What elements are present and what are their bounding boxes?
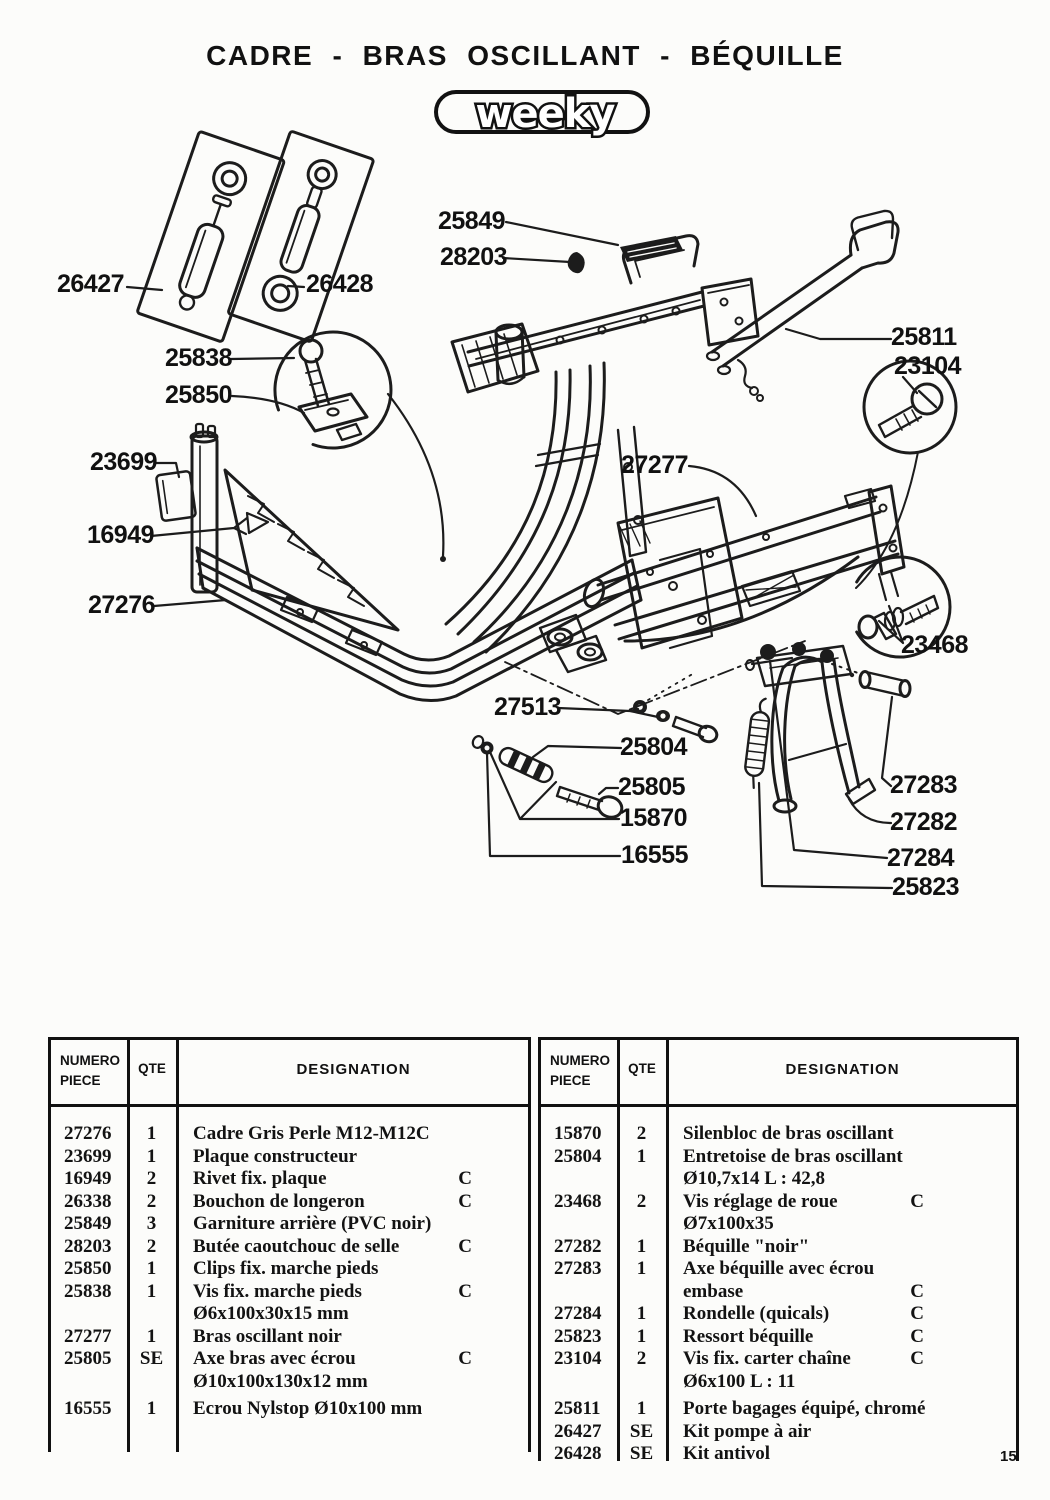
quantity-cell: 1 [146,1398,157,1419]
table-row [541,1398,1016,1421]
designation-cell: Bras oscillant noir [176,1326,528,1349]
callout-16555: 16555 [621,841,689,869]
designation-cell: Kit antivol [666,1443,1016,1466]
part-number-cell: 27276 [64,1123,112,1144]
center-stand [746,642,875,812]
callout-27276: 27276 [88,591,156,619]
designation-cell: Entretoise de bras oscillant [666,1146,1016,1169]
quantity-cell: 2 [146,1235,157,1257]
callout-25850: 25850 [165,381,233,409]
table-row [541,1258,1016,1281]
part-number-cell: 27283 [554,1258,602,1279]
designation-cell: Vis fix. marche pieds C [176,1281,528,1304]
c-flag [924,1421,1016,1444]
designation-cell: Silenbloc de bras oscillant [666,1123,1016,1146]
designation-cell: Butée caoutchouc de selle C [176,1236,528,1259]
weeky-logo-text: weeky [475,91,615,137]
designation-cell: Rondelle (quicals) C [666,1303,1016,1326]
stand-axle-pin [832,664,910,697]
quantity-cell [617,1371,666,1394]
callout-25838: 25838 [165,344,233,372]
col-header-designation: DESIGNATION [296,1061,411,1078]
c-flag [924,1371,1016,1394]
table-row [541,1236,1016,1259]
part-number-cell: 25849 [64,1213,112,1234]
quantity-cell: 2 [146,1190,157,1212]
part-number-cell: 26428 [554,1443,602,1464]
quantity-cell: 1 [636,1398,647,1419]
part-number-cell: 28203 [64,1235,112,1257]
callout-23699: 23699 [90,448,158,476]
designation-cell: Béquille "noir" [666,1236,1016,1259]
designation-cell: Clips fix. marche pieds [176,1258,528,1281]
callout-23104: 23104 [894,352,962,380]
table-body [541,1107,1016,1466]
designation-cell: Rivet fix. plaque C [176,1168,528,1191]
table-header [51,1040,528,1107]
quantity-cell: SE [629,1420,654,1442]
c-flag [925,1398,1017,1421]
quantity-cell: 1 [636,1145,647,1167]
designation-cell: Vis fix. carter chaîne C [666,1348,1016,1371]
part-number-cell: 27277 [64,1325,112,1347]
table-row [541,1213,1016,1236]
quantity-cell: 1 [146,1145,157,1167]
part-number-cell: 26427 [554,1420,602,1442]
quantity-cell [127,1303,176,1326]
part-number-cell: 25804 [554,1145,602,1167]
page-number: 15 [1000,1448,1017,1465]
designation-cell: Garniture arrière (PVC noir) [176,1213,528,1236]
part-number-cell [541,1168,617,1191]
quantity-cell: SE [139,1348,164,1369]
c-flag [472,1213,528,1236]
table-row [541,1168,1016,1191]
table-row [51,1236,528,1259]
designation-cell: Axe béquille avec écrou [666,1258,1016,1281]
c-flag [924,1146,1016,1169]
antitheft-kit-box [228,131,374,342]
callout-25823: 25823 [892,873,960,901]
detail-circle-footrest-fixing [275,332,446,562]
table-row [541,1326,1016,1349]
part-number-cell: 25805 [64,1348,112,1369]
part-number-cell: 16555 [64,1398,112,1419]
quantity-cell: 1 [636,1325,647,1347]
c-flag [472,1303,528,1326]
callout-25811: 25811 [891,323,957,351]
callout-25849: 25849 [438,207,506,235]
quantity-cell: 2 [636,1190,647,1212]
quantity-cell: 1 [146,1123,157,1144]
c-flag: C [910,1325,924,1347]
pump-kit-box [137,131,285,342]
c-flag [472,1258,528,1281]
table-row [541,1123,1016,1146]
callout-15870: 15870 [620,804,688,832]
callout-27283: 27283 [890,771,958,799]
table-row [51,1258,528,1281]
c-flag: C [458,1280,472,1302]
c-flag: C [458,1348,472,1369]
designation-cell: Kit pompe à air [666,1421,1016,1444]
c-flag: C [458,1168,472,1189]
part-number-cell: 27282 [554,1235,602,1257]
designation-cell: Plaque constructeur [176,1146,528,1169]
designation-cell: Ø10x100x130x12 mm [176,1371,528,1394]
designation-cell: Bouchon de longeron C [176,1191,528,1214]
part-number-cell: 25823 [554,1325,602,1347]
table-row [51,1303,528,1326]
callout-26427: 26427 [57,270,125,298]
battery-box [540,498,742,672]
quantity-cell: SE [629,1443,654,1464]
designation-cell: Ø6x100 L : 11 [666,1371,1016,1394]
part-number-cell: 25838 [64,1280,112,1302]
luggage-rack [707,211,898,401]
designation-cell: embase C [666,1281,1016,1304]
part-number-cell: 26338 [64,1190,112,1212]
callout-25804: 25804 [620,733,688,761]
part-number-cell: 23104 [554,1348,602,1369]
callout-28203: 28203 [440,243,508,271]
designation-cell: Ø6x100x30x15 mm [176,1303,528,1326]
c-flag: C [458,1190,472,1212]
table-row [541,1421,1016,1444]
part-number-cell [51,1371,127,1394]
part-number-cell: 25850 [64,1258,112,1279]
c-flag: C [910,1190,924,1212]
col-header-numero-piece: NUMERO PIECE [60,1053,120,1088]
c-flag [924,1168,1016,1191]
table-row [51,1348,528,1371]
designation-cell: Ø10,7x14 L : 42,8 [666,1168,1016,1191]
col-header-qte: QTE [628,1061,656,1076]
part-number-cell: 27284 [554,1303,602,1324]
quantity-cell: 1 [636,1258,647,1279]
part-number-cell [541,1281,617,1304]
c-flag [924,1236,1016,1259]
part-number-cell [541,1371,617,1394]
callout-23468: 23468 [901,631,969,659]
quantity-cell [617,1281,666,1304]
table-row [51,1123,528,1146]
designation-cell: Axe bras avec écrou C [176,1348,528,1371]
table-row [51,1168,528,1191]
detail-circle-chaincase-screw [856,361,956,588]
maker-plate [156,471,196,521]
table-row [51,1281,528,1304]
table-header [541,1040,1016,1107]
table-body [51,1107,528,1421]
table-row [541,1191,1016,1214]
part-number-cell: 23468 [554,1190,602,1212]
table-row [541,1303,1016,1326]
callout-26428: 26428 [306,270,374,298]
quantity-cell: 1 [146,1258,157,1279]
table-row [541,1281,1016,1304]
table-row [51,1191,528,1214]
callout-27282: 27282 [890,808,958,836]
part-number-cell: 23699 [64,1145,112,1167]
c-flag [472,1123,528,1146]
part-number-cell [51,1303,127,1326]
quantity-cell [617,1213,666,1236]
c-flag [924,1213,1016,1236]
c-flag [472,1146,528,1169]
col-header-designation: DESIGNATION [785,1061,900,1078]
c-flag [924,1123,1016,1146]
table-row [541,1443,1016,1466]
quantity-cell: 1 [146,1325,157,1347]
quantity-cell: 1 [146,1280,157,1302]
c-flag [924,1258,1016,1281]
c-flag [472,1398,528,1421]
col-header-qte: QTE [138,1061,166,1076]
part-number-cell: 15870 [554,1123,602,1144]
designation-cell: Ecrou Nylstop Ø10x100 mm [176,1398,528,1421]
table-row [51,1146,528,1169]
table-row [541,1348,1016,1371]
quantity-cell: 2 [146,1168,157,1189]
quantity-cell: 1 [636,1303,647,1324]
designation-cell: Cadre Gris Perle M12-M12C [176,1123,528,1146]
table-row [541,1146,1016,1169]
table-row [51,1398,528,1421]
designation-cell: Ressort béquille C [666,1326,1016,1349]
c-flag: C [910,1348,924,1369]
callout-27284: 27284 [887,844,955,872]
c-flag: C [910,1303,924,1324]
parts-table-left [48,1037,531,1452]
designation-cell: Porte bagages équipé, chromé [666,1398,1017,1421]
callout-25805: 25805 [618,773,686,801]
table-row [51,1371,528,1394]
c-flag: C [458,1235,472,1257]
callout-27513: 27513 [494,693,562,721]
table-row [51,1213,528,1236]
part-number-cell: 25811 [554,1398,601,1419]
page-title: CADRE - BRAS OSCILLANT - BÉQUILLE [206,40,844,71]
part-number-cell: 16949 [64,1168,112,1189]
part-number-cell [541,1213,617,1236]
quantity-cell: 2 [636,1123,647,1144]
c-flag [472,1371,528,1394]
parts-table-right [538,1037,1019,1464]
callout-27277: 27277 [621,451,689,479]
stand-spring [743,697,772,789]
quantity-cell: 3 [146,1213,157,1234]
quantity-cell: 2 [636,1348,647,1369]
col-header-numero-piece: NUMERO PIECE [550,1053,610,1088]
table-row [541,1371,1016,1394]
designation-cell: Ø7x100x35 [666,1213,1016,1236]
c-flag [472,1326,528,1349]
table-row [51,1326,528,1349]
quantity-cell: 1 [636,1235,647,1257]
quantity-cell [617,1168,666,1191]
designation-cell: Vis réglage de roue C [666,1191,1016,1214]
callout-16949: 16949 [87,521,155,549]
c-flag: C [910,1280,924,1302]
quantity-cell [127,1371,176,1394]
